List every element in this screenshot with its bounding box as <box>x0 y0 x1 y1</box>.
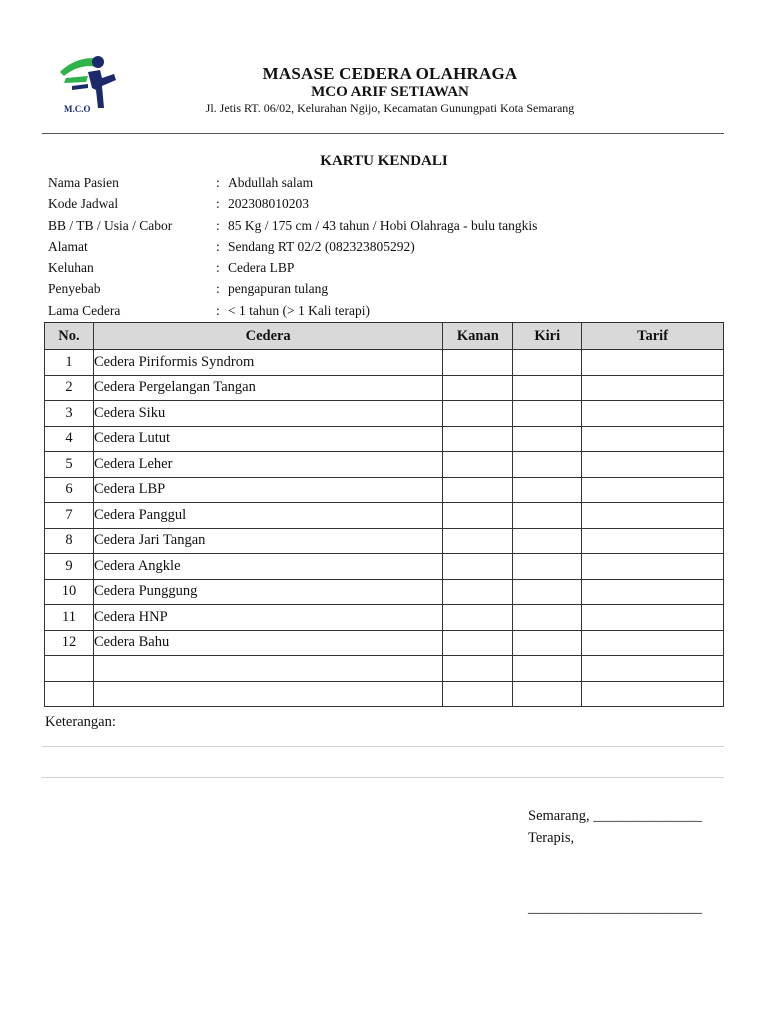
cell-tarif <box>582 528 724 554</box>
header-subtitle: MCO ARIF SETIAWAN <box>311 84 469 100</box>
cell-cedera: Cedera Panggul <box>93 503 442 529</box>
cell-tarif <box>582 426 724 452</box>
col-header-cedera: Cedera <box>93 323 442 350</box>
table-row <box>45 350 724 376</box>
cell-kanan <box>443 452 513 478</box>
info-colon: : <box>216 196 220 212</box>
cell-cedera: Cedera Leher <box>93 452 442 478</box>
cell-no <box>45 681 94 707</box>
info-colon: : <box>216 260 220 276</box>
cell-kiri <box>513 579 582 605</box>
table-row <box>45 401 724 427</box>
cell-kanan <box>443 605 513 631</box>
table-header-row <box>45 323 724 350</box>
signature-role: Terapis, <box>528 830 575 846</box>
table-row <box>45 528 724 554</box>
cell-kiri <box>513 477 582 503</box>
cell-no: 12 <box>45 630 94 656</box>
cell-no: 6 <box>45 477 94 503</box>
cell-no: 1 <box>45 350 94 376</box>
cell-no: 10 <box>45 579 94 605</box>
mco-logo <box>52 48 122 120</box>
notes-line <box>42 746 724 747</box>
info-value: < 1 tahun (> 1 Kali terapi) <box>228 302 370 318</box>
cell-kanan <box>443 681 513 707</box>
table-row <box>45 681 724 707</box>
info-value: pengapuran tulang <box>228 281 329 297</box>
header-address: Jl. Jetis RT. 06/02, Kelurahan Ngijo, Kecamatan Gunungpati Kota Semarang <box>205 101 575 115</box>
cell-kiri <box>513 426 582 452</box>
col-header-no: No. <box>45 323 94 350</box>
cell-kanan <box>443 554 513 580</box>
cell-kiri <box>513 656 582 682</box>
cell-cedera <box>93 681 442 707</box>
cell-cedera: Cedera LBP <box>93 477 442 503</box>
info-label: Keluhan <box>48 260 94 276</box>
cell-cedera <box>93 656 442 682</box>
header-divider <box>42 133 724 134</box>
cell-tarif <box>582 477 724 503</box>
info-label: Penyebab <box>48 281 101 297</box>
card-title: KARTU KENDALI <box>320 153 448 169</box>
signature-place-date: Semarang, _______________ <box>528 808 702 824</box>
cell-tarif <box>582 503 724 529</box>
info-value: Abdullah salam <box>228 175 314 190</box>
cell-kiri <box>513 630 582 656</box>
cell-no <box>45 656 94 682</box>
table-row <box>45 656 724 682</box>
cell-kanan <box>443 426 513 452</box>
cell-kanan <box>443 477 513 503</box>
table-row <box>45 426 724 452</box>
cell-cedera: Cedera Pergelangan Tangan <box>93 375 442 401</box>
cell-tarif <box>582 605 724 631</box>
info-label: Nama Pasien <box>48 175 119 190</box>
table-row <box>45 605 724 631</box>
cell-tarif <box>582 452 724 478</box>
cell-cedera: Cedera Jari Tangan <box>93 528 442 554</box>
info-value: Cedera LBP <box>228 260 295 276</box>
cell-kanan <box>443 375 513 401</box>
info-label: BB / TB / Usia / Cabor <box>48 217 173 233</box>
signature-line: ________________________ <box>528 900 702 916</box>
col-header-kiri: Kiri <box>513 323 582 350</box>
cell-tarif <box>582 401 724 427</box>
cell-cedera: Cedera Punggung <box>93 579 442 605</box>
cell-cedera: Cedera Bahu <box>93 630 442 656</box>
info-value: 85 Kg / 175 cm / 43 tahun / Hobi Olahraga - bulu tangkis <box>228 217 538 233</box>
cell-kiri <box>513 452 582 478</box>
logo-text: M.C.O <box>64 104 91 114</box>
info-label: Lama Cedera <box>48 302 121 318</box>
table-row <box>45 579 724 605</box>
cell-no: 2 <box>45 375 94 401</box>
info-colon: : <box>216 175 220 190</box>
cell-kiri <box>513 528 582 554</box>
info-colon: : <box>216 281 220 297</box>
cell-kanan <box>443 401 513 427</box>
cell-no: 11 <box>45 605 94 631</box>
cell-no: 5 <box>45 452 94 478</box>
cell-kanan <box>443 579 513 605</box>
info-label: Kode Jadwal <box>48 196 119 212</box>
info-value: Sendang RT 02/2 (082323805292) <box>228 238 415 254</box>
notes-line <box>42 777 724 778</box>
notes-label: Keterangan: <box>45 714 116 730</box>
info-colon: : <box>216 302 220 318</box>
cell-kanan <box>443 528 513 554</box>
info-colon: : <box>216 238 220 254</box>
cell-tarif <box>582 656 724 682</box>
cell-no: 3 <box>45 401 94 427</box>
cell-kiri <box>513 554 582 580</box>
table-row <box>45 375 724 401</box>
cell-kiri <box>513 401 582 427</box>
cell-cedera: Cedera Piriformis Syndrom <box>93 350 442 376</box>
info-colon: : <box>216 217 220 233</box>
cell-no: 9 <box>45 554 94 580</box>
info-value: 202308010203 <box>228 196 309 212</box>
cell-no: 8 <box>45 528 94 554</box>
cell-tarif <box>582 579 724 605</box>
cell-kiri <box>513 375 582 401</box>
col-header-tarif: Tarif <box>582 323 724 350</box>
cell-kanan <box>443 630 513 656</box>
cell-cedera: Cedera Angkle <box>93 554 442 580</box>
table-row <box>45 503 724 529</box>
cell-cedera: Cedera Siku <box>93 401 442 427</box>
col-header-kanan: Kanan <box>443 323 513 350</box>
cell-kiri <box>513 350 582 376</box>
cell-kiri <box>513 681 582 707</box>
cell-cedera: Cedera Lutut <box>93 426 442 452</box>
table-row <box>45 452 724 478</box>
cell-no: 4 <box>45 426 94 452</box>
cell-tarif <box>582 630 724 656</box>
cell-kiri <box>513 503 582 529</box>
cell-tarif <box>582 681 724 707</box>
table-row <box>45 630 724 656</box>
info-label: Alamat <box>48 238 88 254</box>
cell-kiri <box>513 605 582 631</box>
cell-tarif <box>582 554 724 580</box>
cell-kanan <box>443 656 513 682</box>
cell-no: 7 <box>45 503 94 529</box>
header-title: MASASE CEDERA OLAHRAGA <box>262 64 518 83</box>
cell-tarif <box>582 350 724 376</box>
cell-cedera: Cedera HNP <box>93 605 442 631</box>
table-row <box>45 477 724 503</box>
cell-kanan <box>443 350 513 376</box>
table-row <box>45 554 724 580</box>
injury-table <box>44 322 724 707</box>
cell-kanan <box>443 503 513 529</box>
cell-tarif <box>582 375 724 401</box>
